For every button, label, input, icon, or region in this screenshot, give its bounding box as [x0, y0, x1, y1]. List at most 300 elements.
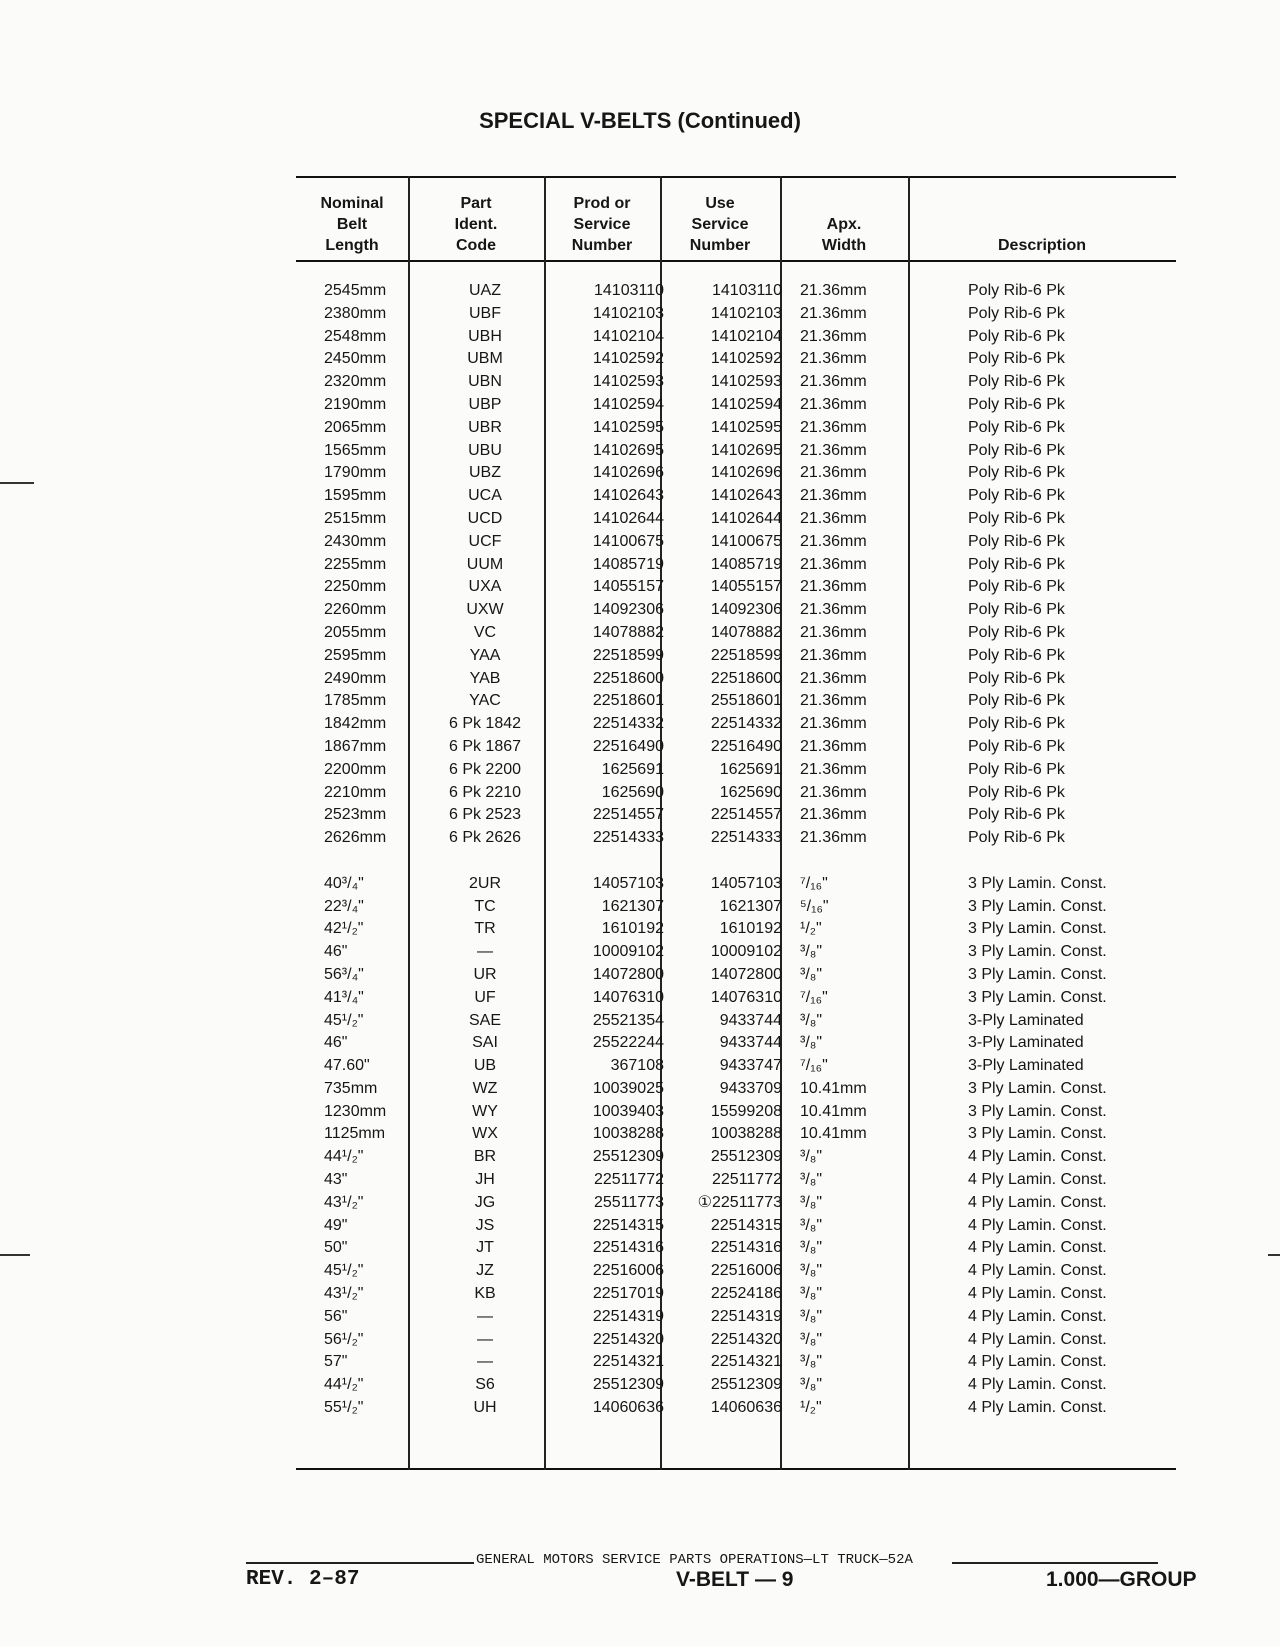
part-code-cell: KB	[474, 1285, 496, 1303]
table-row	[296, 1055, 1176, 1078]
description-cell: Poly Rib-6 Pk	[968, 646, 1065, 664]
description-cell: Poly Rib-6 Pk	[968, 829, 1065, 847]
table-row	[296, 1101, 1176, 1124]
table-row	[296, 896, 1176, 919]
belt-length-cell: 47.60"	[324, 1057, 370, 1075]
width-cell: 21.36mm	[800, 829, 867, 847]
width-cell: ³/₈"	[800, 1307, 823, 1325]
part-code-cell: WZ	[472, 1079, 498, 1097]
belt-length-cell: 45¹/₂"	[324, 1011, 364, 1029]
part-code-cell: S6	[475, 1376, 495, 1394]
table-row	[296, 987, 1176, 1010]
page-title: SPECIAL V-BELTS (Continued)	[479, 108, 801, 133]
description-cell: 3-Ply Laminated	[968, 1034, 1084, 1052]
belt-length-cell: 2065mm	[324, 418, 387, 436]
prod-number-cell: 25522244	[592, 1034, 664, 1052]
prod-number-cell: 22514320	[592, 1330, 664, 1348]
belt-length-cell: 1867mm	[324, 737, 387, 755]
prod-number-cell: 14060636	[592, 1399, 664, 1417]
description-cell: 3 Ply Lamin. Const.	[968, 988, 1107, 1006]
part-code-cell: JZ	[476, 1262, 494, 1280]
width-cell: 21.36mm	[800, 373, 867, 391]
prod-number-cell: 14102103	[592, 304, 664, 322]
table-row	[296, 804, 1176, 827]
table-row	[296, 1010, 1176, 1033]
width-cell: 10.41mm	[800, 1102, 867, 1120]
use-number-cell: 1625690	[719, 783, 782, 801]
table-row	[296, 941, 1176, 964]
belt-length-cell: 1125mm	[324, 1125, 386, 1143]
use-number-cell: 14102103	[710, 304, 782, 322]
table-row	[296, 1329, 1176, 1352]
description-cell: 3 Ply Lamin. Const.	[968, 920, 1107, 938]
width-cell: 21.36mm	[800, 669, 867, 687]
table-row	[296, 485, 1176, 508]
belt-length-cell: 2450mm	[324, 350, 387, 368]
width-cell: ³/₈"	[800, 1034, 823, 1052]
prod-number-cell: 14102695	[592, 441, 664, 459]
belt-length-cell: 1230mm	[324, 1102, 387, 1120]
use-number-cell: 14103110	[712, 282, 782, 299]
width-cell: ³/₈"	[800, 1171, 823, 1189]
width-cell: 21.36mm	[800, 760, 867, 778]
belt-length-cell: 42¹/₂"	[324, 920, 364, 938]
use-number-cell: 22514321	[710, 1353, 782, 1371]
prod-number-cell: 367108	[610, 1057, 664, 1075]
part-code-cell: YAB	[469, 669, 501, 687]
belt-length-cell: 46"	[324, 943, 348, 961]
use-number-cell: 22516006	[710, 1262, 782, 1280]
prod-number-cell: 25512309	[592, 1376, 664, 1394]
prod-number-cell: 14102696	[592, 464, 664, 482]
use-number-cell: 9433747	[719, 1057, 782, 1075]
width-cell: ³/₈"	[800, 1239, 823, 1257]
width-cell: ³/₈"	[800, 1285, 823, 1303]
use-number-cell: 25512309	[710, 1148, 782, 1166]
description-cell: Poly Rib-6 Pk	[968, 555, 1065, 573]
width-cell: 21.36mm	[800, 623, 867, 641]
part-code-cell: UF	[474, 988, 496, 1006]
footer-banner: GENERAL MOTORS SERVICE PARTS OPERATIONS—LT TRUCK—52A	[476, 1552, 913, 1568]
prod-number-cell: 14102104	[592, 327, 664, 345]
footer-group: 1.000—GROUP	[1046, 1568, 1197, 1591]
table-row	[296, 918, 1176, 941]
width-cell: 21.36mm	[800, 806, 867, 824]
table-row	[296, 462, 1176, 485]
v-belt-table	[296, 176, 1176, 1470]
part-code-cell: YAA	[469, 646, 501, 664]
width-cell: 21.36mm	[800, 304, 867, 322]
table-top-rule	[296, 176, 1176, 178]
prod-number-cell: 14055157	[592, 578, 664, 596]
part-code-cell: UXA	[468, 578, 502, 596]
belt-length-cell: 1785mm	[324, 692, 387, 710]
belt-length-cell: 40³/₄"	[324, 874, 364, 892]
part-code-cell: 6 Pk 2200	[448, 760, 522, 778]
part-code-cell: UBZ	[469, 464, 501, 482]
belt-length-cell: 2320mm	[324, 373, 387, 391]
table-row	[296, 1169, 1176, 1192]
use-number-cell: 22514316	[710, 1239, 782, 1257]
table-row	[296, 1078, 1176, 1101]
belt-length-cell: 1595mm	[324, 487, 387, 505]
use-number-cell: 9433709	[719, 1079, 782, 1097]
table-row	[296, 759, 1176, 782]
margin-tick	[0, 482, 34, 484]
part-code-cell: YAC	[469, 692, 501, 710]
prod-number-cell: 14092306	[592, 601, 664, 619]
description-cell: 4 Ply Lamin. Const.	[968, 1353, 1107, 1371]
use-number-cell: 14102594	[710, 395, 782, 413]
use-number-cell: 25512309	[710, 1376, 782, 1394]
table-header-rule	[296, 260, 1176, 262]
prod-number-cell: 14057103	[592, 874, 664, 892]
use-number-cell: 22514557	[710, 806, 782, 824]
use-number-cell: 14092306	[710, 601, 782, 619]
description-cell: 3 Ply Lamin. Const.	[968, 874, 1107, 892]
use-number-cell: 22516490	[710, 737, 782, 755]
table-row	[296, 348, 1176, 371]
header-prod-service-number: Prod or Service Number	[571, 195, 633, 254]
description-cell: 4 Ply Lamin. Const.	[968, 1239, 1107, 1257]
description-cell: Poly Rib-6 Pk	[968, 783, 1065, 801]
width-cell: ⁷/₁₆"	[800, 1057, 828, 1075]
table-row	[296, 873, 1176, 896]
belt-length-cell: 1842mm	[324, 715, 387, 733]
description-cell: Poly Rib-6 Pk	[968, 601, 1065, 619]
table-row	[296, 599, 1176, 622]
description-cell: Poly Rib-6 Pk	[968, 715, 1065, 733]
description-cell: Poly Rib-6 Pk	[968, 532, 1065, 550]
use-number-cell: 14072800	[710, 965, 782, 983]
prod-number-cell: 22517019	[592, 1285, 664, 1303]
part-code-cell: UBU	[468, 441, 502, 459]
width-cell: 21.36mm	[800, 441, 867, 459]
table-row	[296, 1192, 1176, 1215]
use-number-cell: 14085719	[710, 555, 782, 573]
table-row	[296, 371, 1176, 394]
prod-number-cell: 1621307	[601, 897, 664, 915]
belt-length-cell: 2515mm	[324, 509, 387, 527]
use-number-cell: 14102644	[710, 509, 782, 527]
width-cell: 21.36mm	[800, 783, 867, 801]
footer-revision: REV. 2–87	[246, 1568, 360, 1591]
belt-length-cell: 2523mm	[324, 806, 387, 824]
description-cell: 3 Ply Lamin. Const.	[968, 943, 1107, 961]
use-number-cell: 14100675	[710, 532, 782, 550]
prod-number-cell: 22514315	[592, 1216, 664, 1234]
belt-length-cell: 2200mm	[324, 760, 387, 778]
belt-length-cell: 56"	[324, 1307, 348, 1325]
part-code-cell: UCF	[468, 532, 502, 550]
use-number-cell: 9433744	[719, 1034, 782, 1052]
table-row	[296, 690, 1176, 713]
footer-rule-left	[246, 1562, 474, 1564]
belt-length-cell: 2595mm	[324, 646, 387, 664]
table-row	[296, 1283, 1176, 1306]
use-number-cell: 14102593	[710, 373, 782, 391]
description-cell: 3 Ply Lamin. Const.	[968, 897, 1107, 915]
description-cell: Poly Rib-6 Pk	[968, 282, 1065, 299]
belt-length-cell: 1565mm	[324, 441, 387, 459]
description-cell: 4 Ply Lamin. Const.	[968, 1193, 1107, 1211]
table-row	[296, 782, 1176, 805]
description-cell: 3 Ply Lamin. Const.	[968, 1079, 1107, 1097]
part-code-cell: UBN	[468, 373, 502, 391]
part-code-cell: UCA	[468, 487, 502, 505]
use-number-cell: 14102643	[710, 487, 782, 505]
use-number-cell: 14102695	[710, 441, 782, 459]
description-cell: 3-Ply Laminated	[968, 1011, 1084, 1029]
table-row	[296, 1032, 1176, 1055]
width-cell: 10.41mm	[800, 1125, 867, 1143]
table-row	[296, 440, 1176, 463]
description-cell: 4 Ply Lamin. Const.	[968, 1171, 1107, 1189]
table-row	[296, 1374, 1176, 1397]
use-number-cell: 14102592	[710, 350, 782, 368]
part-code-cell: BR	[473, 1148, 497, 1166]
part-code-cell: 6 Pk 1867	[448, 737, 522, 755]
belt-length-cell: 2430mm	[324, 532, 387, 550]
table-row	[296, 280, 1176, 303]
part-code-cell: 6 Pk 2626	[448, 829, 522, 847]
description-cell: Poly Rib-6 Pk	[968, 441, 1065, 459]
belt-length-cell: 56¹/₂"	[324, 1330, 364, 1348]
description-cell: Poly Rib-6 Pk	[968, 350, 1065, 368]
table-row	[296, 622, 1176, 645]
prod-number-cell: 1610192	[601, 920, 664, 938]
belt-length-cell: 2260mm	[324, 601, 387, 619]
table-row	[296, 394, 1176, 417]
belt-length-cell: 43¹/₂"	[324, 1285, 364, 1303]
table-row	[296, 508, 1176, 531]
description-cell: Poly Rib-6 Pk	[968, 418, 1065, 436]
use-number-cell: 14102696	[710, 464, 782, 482]
width-cell: ³/₈"	[800, 1262, 823, 1280]
description-cell: 4 Ply Lamin. Const.	[968, 1330, 1107, 1348]
prod-number-cell: 22514333	[592, 829, 664, 847]
width-cell: 21.36mm	[800, 532, 867, 550]
prod-number-cell: 22516006	[592, 1262, 664, 1280]
table-row	[296, 326, 1176, 349]
part-code-cell: —	[477, 1330, 493, 1348]
use-number-cell: ①22511773	[697, 1193, 782, 1211]
width-cell: 21.36mm	[800, 737, 867, 755]
use-number-cell: 1610192	[719, 920, 782, 938]
table-row	[296, 1351, 1176, 1374]
width-cell: ¹/₂"	[800, 1399, 822, 1417]
width-cell: 21.36mm	[800, 555, 867, 573]
part-code-cell: 6 Pk 1842	[448, 715, 522, 733]
header-description: Description	[997, 237, 1086, 254]
belt-length-cell: 22³/₄"	[324, 897, 364, 915]
part-code-cell: JG	[474, 1193, 496, 1211]
width-cell: 21.36mm	[800, 601, 867, 619]
table-row	[296, 576, 1176, 599]
belt-length-cell: 2380mm	[324, 304, 387, 322]
header-apx-width: Apx. Width	[821, 216, 867, 254]
table-row	[296, 554, 1176, 577]
prod-number-cell: 22518599	[592, 646, 664, 664]
belt-length-cell: 56³/₄"	[324, 965, 364, 983]
table-section-gap	[296, 850, 1176, 873]
width-cell: ³/₈"	[800, 1148, 823, 1166]
part-code-cell: —	[477, 1307, 493, 1325]
width-cell: ³/₈"	[800, 943, 823, 961]
header-nominal-belt-length: Nominal Belt Length	[320, 195, 384, 254]
belt-length-cell: 2190mm	[324, 395, 387, 413]
width-cell: ⁷/₁₆"	[800, 988, 828, 1006]
description-cell: Poly Rib-6 Pk	[968, 487, 1065, 505]
prod-number-cell: 22516490	[592, 737, 664, 755]
table-row	[296, 1146, 1176, 1169]
width-cell: 21.36mm	[800, 692, 867, 710]
belt-length-cell: 43¹/₂"	[324, 1193, 364, 1211]
part-code-cell: —	[477, 943, 493, 961]
width-cell: 21.36mm	[800, 509, 867, 527]
part-code-cell: 6 Pk 2210	[448, 783, 522, 801]
part-code-cell: —	[477, 1353, 493, 1371]
part-code-cell: UUM	[466, 555, 504, 573]
use-number-cell: 14102595	[710, 418, 782, 436]
prod-number-cell: 22514332	[592, 715, 664, 733]
width-cell: 21.36mm	[800, 464, 867, 482]
use-number-cell: 1621307	[719, 897, 782, 915]
part-code-cell: WX	[472, 1125, 498, 1143]
width-cell: 21.36mm	[800, 487, 867, 505]
part-code-cell: UB	[473, 1057, 497, 1075]
table-row	[296, 303, 1176, 326]
width-cell: 21.36mm	[800, 646, 867, 664]
use-number-cell: 22514315	[710, 1216, 782, 1234]
use-number-cell: 10038288	[710, 1125, 782, 1143]
prod-number-cell: 22514319	[592, 1307, 664, 1325]
description-cell: 4 Ply Lamin. Const.	[968, 1262, 1107, 1280]
prod-number-cell: 22511772	[594, 1171, 664, 1189]
belt-length-cell: 55¹/₂"	[324, 1399, 364, 1417]
belt-length-cell: 41³/₄"	[324, 988, 364, 1006]
description-cell: 4 Ply Lamin. Const.	[968, 1376, 1107, 1394]
use-number-cell: 22524186	[710, 1285, 782, 1303]
description-cell: 4 Ply Lamin. Const.	[968, 1285, 1107, 1303]
prod-number-cell: 10039403	[592, 1102, 664, 1120]
part-code-cell: JH	[475, 1171, 495, 1189]
part-code-cell: SAE	[468, 1011, 501, 1029]
width-cell: 21.36mm	[800, 418, 867, 436]
part-code-cell: UBP	[468, 395, 502, 413]
table-row	[296, 1306, 1176, 1329]
description-cell: Poly Rib-6 Pk	[968, 737, 1065, 755]
prod-number-cell: 25521354	[592, 1011, 664, 1029]
use-number-cell: 10009102	[710, 943, 782, 961]
prod-number-cell: 14085719	[592, 555, 664, 573]
prod-number-cell: 14102643	[592, 487, 664, 505]
description-cell: 4 Ply Lamin. Const.	[968, 1307, 1107, 1325]
prod-number-cell: 22514557	[592, 806, 664, 824]
description-cell: Poly Rib-6 Pk	[968, 304, 1065, 322]
width-cell: 21.36mm	[800, 327, 867, 345]
prod-number-cell: 22518600	[592, 669, 664, 687]
table-body	[296, 280, 1176, 1420]
prod-number-cell: 25511773	[594, 1193, 664, 1211]
prod-number-cell: 14102644	[592, 509, 664, 527]
belt-length-cell: 45¹/₂"	[324, 1262, 364, 1280]
belt-length-cell: 46"	[324, 1034, 348, 1052]
use-number-cell: 14078882	[710, 623, 782, 641]
description-cell: 4 Ply Lamin. Const.	[968, 1216, 1107, 1234]
belt-length-cell: 2055mm	[324, 623, 387, 641]
use-number-cell: 22518600	[710, 669, 782, 687]
table-row	[296, 645, 1176, 668]
prod-number-cell: 14078882	[592, 623, 664, 641]
part-code-cell: 2UR	[468, 874, 501, 892]
part-code-cell: UAZ	[469, 282, 501, 299]
part-code-cell: TC	[474, 897, 496, 915]
prod-number-cell: 10009102	[592, 943, 664, 961]
prod-number-cell: 14102594	[592, 395, 664, 413]
width-cell: 10.41mm	[800, 1079, 867, 1097]
belt-length-cell: 2250mm	[324, 578, 387, 596]
description-cell: Poly Rib-6 Pk	[968, 623, 1065, 641]
part-code-cell: JT	[476, 1239, 494, 1257]
belt-length-cell: 57"	[324, 1353, 348, 1371]
use-number-cell: 22514320	[710, 1330, 782, 1348]
table-row	[296, 1123, 1176, 1146]
use-number-cell: 14055157	[710, 578, 782, 596]
use-number-cell: 14102104	[710, 327, 782, 345]
prod-number-cell: 14102592	[592, 350, 664, 368]
description-cell: 3 Ply Lamin. Const.	[968, 965, 1107, 983]
description-cell: Poly Rib-6 Pk	[968, 509, 1065, 527]
belt-length-cell: 2255mm	[324, 555, 387, 573]
header-part-ident-code: Part Ident. Code	[454, 195, 498, 254]
table-row	[296, 1237, 1176, 1260]
width-cell: ³/₈"	[800, 1376, 823, 1394]
width-cell: ¹/₂"	[800, 920, 822, 938]
table-row	[296, 713, 1176, 736]
belt-length-cell: 1790mm	[324, 464, 387, 482]
use-number-cell: 14057103	[710, 874, 782, 892]
belt-length-cell: 44¹/₂"	[324, 1376, 364, 1394]
table-row	[296, 668, 1176, 691]
width-cell: ³/₈"	[800, 1353, 823, 1371]
part-code-cell: WY	[472, 1102, 498, 1120]
belt-length-cell: 2548mm	[324, 327, 387, 345]
table-row	[296, 736, 1176, 759]
width-cell: 21.36mm	[800, 578, 867, 596]
part-code-cell: UR	[473, 965, 497, 983]
prod-number-cell: 14103110	[594, 282, 664, 299]
footer-page-label: V-BELT — 9	[676, 1568, 794, 1591]
use-number-cell: 14076310	[710, 988, 782, 1006]
part-code-cell: UBM	[467, 350, 503, 368]
use-number-cell: 22514332	[710, 715, 782, 733]
prod-number-cell: 22514316	[592, 1239, 664, 1257]
description-cell: Poly Rib-6 Pk	[968, 373, 1065, 391]
prod-number-cell: 1625690	[601, 783, 664, 801]
description-cell: 3-Ply Laminated	[968, 1057, 1084, 1075]
part-code-cell: UCD	[467, 509, 503, 527]
belt-length-cell: 2210mm	[324, 783, 387, 801]
use-number-cell: 1625691	[719, 760, 782, 778]
description-cell: 4 Ply Lamin. Const.	[968, 1148, 1107, 1166]
table-row	[296, 531, 1176, 554]
belt-length-cell: 735mm	[324, 1079, 378, 1097]
description-cell: Poly Rib-6 Pk	[968, 327, 1065, 345]
table-row	[296, 1397, 1176, 1420]
part-code-cell: UH	[473, 1399, 497, 1417]
belt-length-cell: 2545mm	[324, 282, 387, 299]
